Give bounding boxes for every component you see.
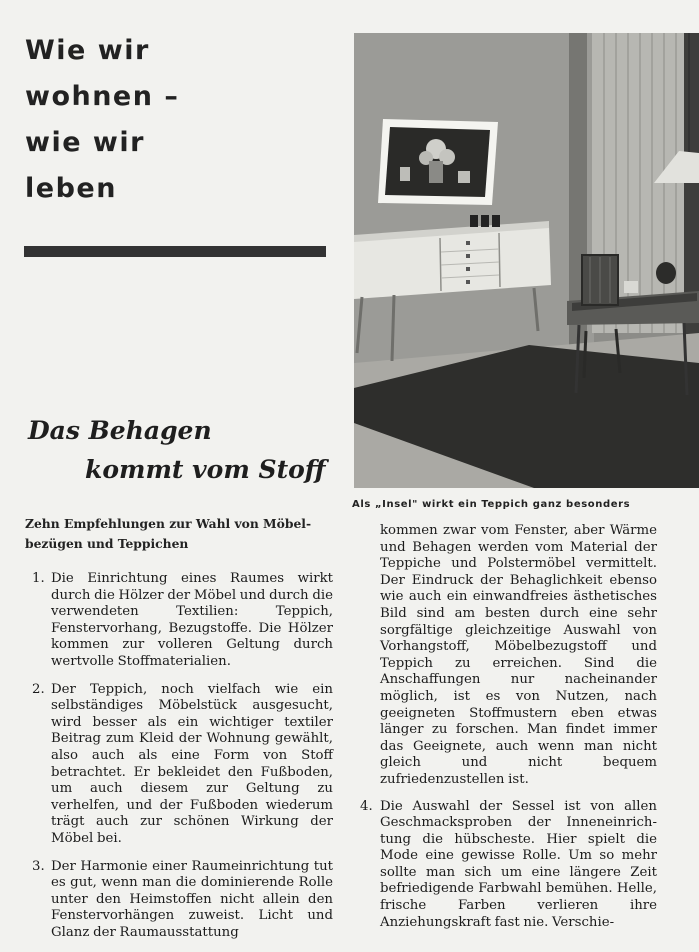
list-item: [360, 799, 657, 932]
script-heading-line-1: Das Behagen: [28, 416, 212, 445]
item-3-continuation: kommen zwar vom Fenster, aber Wärme und Behagen werden vom Material der Teppiche und Polstermöbel vermittelt. Der Eindruck der Behaglichkeit ebenso wie auch ein einwandfreies ästhetisches Bild sind am besten durch eine sehr sorgfältige gleichzeitige Auswahl von Vorhangstoff, Möbelbezugstoff und Teppich zu erreichen. Sind die Anschaffungen nur nacheinander möglich, ist es von Nutzen, nach geeigneten Stoffmustern eben etwas länger zu forschen. Man findet immer das Geeignete, auch wenn man nicht gleich und nicht bequem zufriedenzustellen ist.: [380, 523, 657, 787]
article-title: [25, 28, 179, 212]
article-right-column: [360, 523, 657, 942]
list-item-text: Der Teppich, noch vielfach wie ein selbständiges Möbelstück ausgesucht, wird besser als ein wichtiger textiler Beitrag zum Kleid der Wohnung gewählt, also auch als eine Form von Stoff betrachtet. Er bekleidet den Fußboden, um auch diesem zur Geltung zu verhelfen, und der Fußboden wiederum trägt auch zur schönen Wirkung der Möbel bei.: [51, 681, 333, 846]
list-item-number: 4.: [360, 798, 373, 814]
interior-photo-illustration: [354, 33, 699, 488]
recommendation-list: [25, 571, 333, 941]
title-line-2: wohnen –: [25, 81, 180, 112]
list-item-number: 1.: [32, 571, 45, 586]
list-item-text: Die Einrichtung eines Raumes wirkt durch die Hölzer der Möbel und durch die verwendeten Textilien: Teppich, Fenstervorhang, Bezugstoffe. Die Hölzer kommen zur volleren Geltung durch wertvolle Stoffmaterialien.: [51, 571, 333, 669]
title-line-1: Wie wir: [25, 35, 150, 66]
list-item-text: Der Harmonie einer Raumeinrichtung tut es gut, wenn man die dominierende Rolle unter den Heimstoffen nicht allein den Fenstervorhängen zuweist. Licht und Glanz der Raumausstattung: [51, 858, 333, 940]
list-item: [25, 571, 333, 671]
script-heading-line-2: kommt vom Stoff: [85, 455, 326, 484]
list-item-text: Die Auswahl der Sessel ist von allen Geschmacksproben der Inneneinrichtung die hübscheste. Hier spielt die Mode eine gewisse Rolle. Um so mehr sollte man sich um eine längere Zeit befriedigende Farbwahl bemühen. Helle, frische Farben verlieren ihre Anziehungskraft fast nie. Verschie-: [380, 798, 657, 930]
list-item: [25, 859, 333, 942]
title-line-4: leben: [25, 173, 117, 204]
list-item-number: 3.: [32, 858, 45, 874]
article-subheading: Zehn Empfehlungen zur Wahl von Möbelbezügen und Teppichen: [25, 516, 312, 551]
list-item: [25, 682, 333, 848]
photo-caption: Als „Insel" wirkt ein Teppich ganz besonders: [352, 499, 631, 510]
interior-photo: [354, 33, 699, 488]
script-heading: [28, 412, 338, 490]
list-item-number: 2.: [32, 681, 45, 697]
title-line-3: wie wir: [25, 127, 145, 158]
article-left-column: [25, 514, 333, 952]
title-divider-bar: [24, 246, 326, 257]
